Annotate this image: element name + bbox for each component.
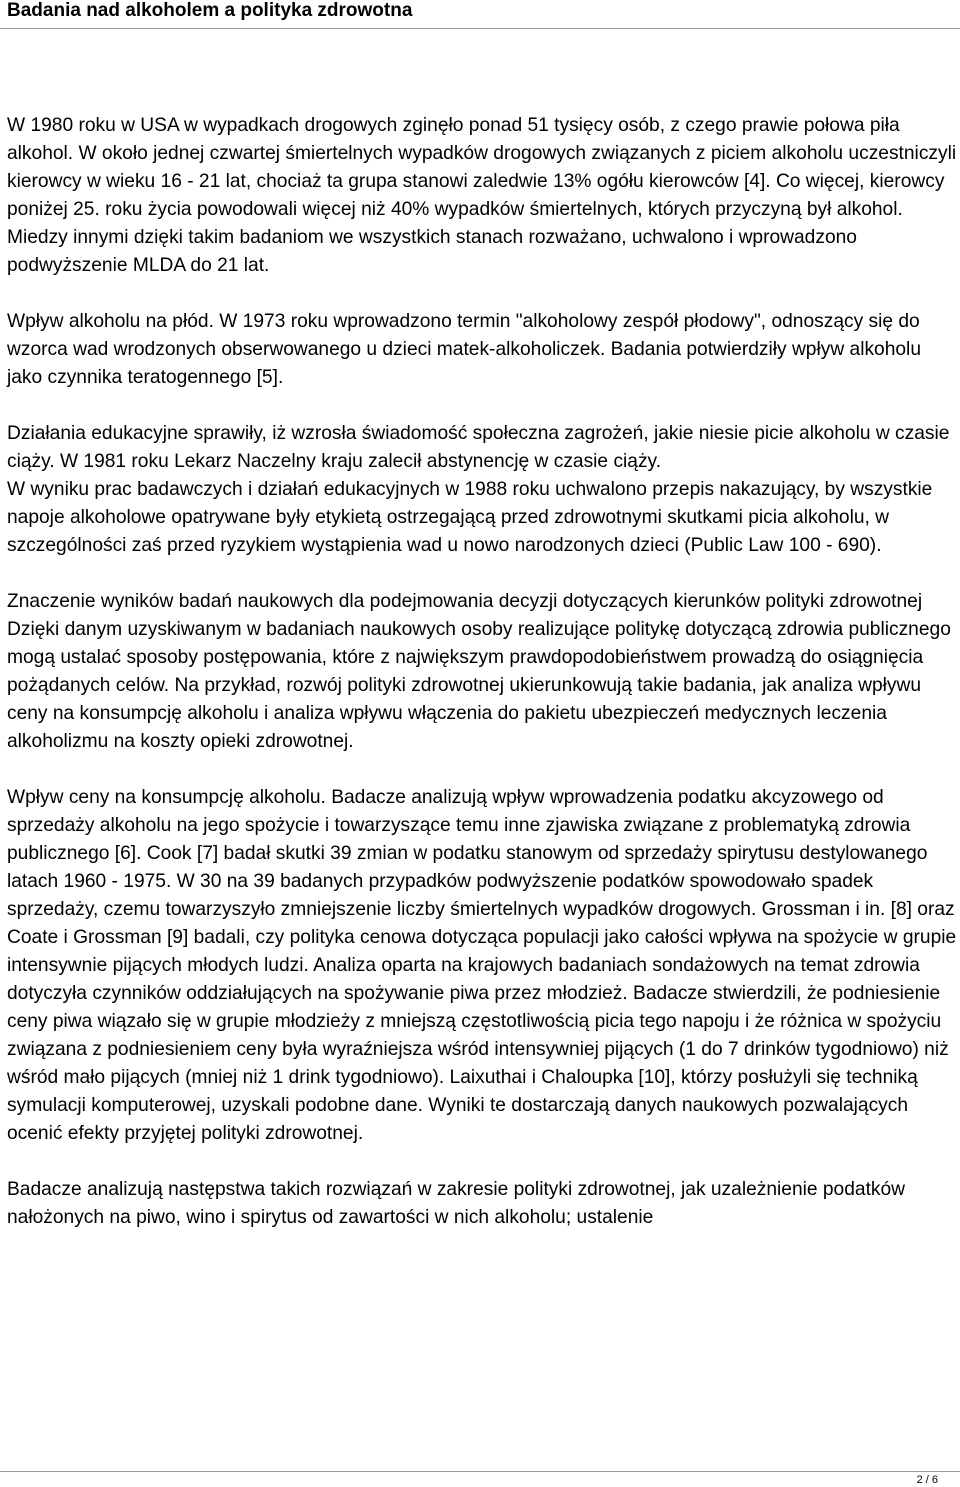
paragraph-research-data: Dzięki danym uzyskiwanym w badaniach naukowych osoby realizujące politykę dotyczącą zdrowia publicznego mogą ustalać sposoby postępowania, które z największym prawdopodobieństwem prowadzą do osiągnięcia pożądanych celów. Na przykład, rozwój polityki zdrowotnej ukierunkowują takie badania, jak analiza wpływu ceny na konsumpcję alkoholu i analiza wpływu włączenia do pakietu ubezpieczeń medycznych leczenia alkoholizmu na koszty opieki zdrowotnej.: [7, 619, 951, 752]
paragraph-traffic-accidents: W 1980 roku w USA w wypadkach drogowych zginęło ponad 51 tysięcy osób, z czego prawie połowa piła alkohol. W około jednej czwartej śmiertelnych wypadków drogowych związanych z piciem alkoholu uczestniczyli kierowcy w wieku 16 - 21 lat, chociaż ta grupa stanowi zaledwie 13% ogółu kierowców [4]. Co więcej, kierowcy poniżej 25. roku życia powodowali więcej niż 40% wypadków śmiertelnych, których przyczyną był alkohol. Miedzy innymi dzięki takim badaniom we wszystkich stanach rozważano, uchwalono i wprowadzono podwyższenie MLDA do 21 lat.: [7, 115, 957, 276]
document-body: [7, 112, 957, 1232]
paragraph-alcohol-fetus: Wpływ alkoholu na płód. W 1973 roku wprowadzono termin "alkoholowy zespół płodowy", odnoszący się do wzorca wad wrodzonych obserwowanego u dzieci matek-alkoholiczek. Badania potwierdziły wpływ alkoholu jako czynnika teratogennego [5].: [7, 311, 921, 388]
footer-divider: [0, 1471, 960, 1472]
section-heading-research-policy: Znaczenie wyników badań naukowych dla podejmowania decyzji dotyczących kierunków polityki zdrowotnej: [7, 591, 923, 612]
header-divider: [0, 28, 960, 29]
paragraph-warning-labels: W wyniku prac badawczych i działań edukacyjnych w 1988 roku uchwalono przepis nakazujący, by wszystkie napoje alkoholowe opatrywane były etykietą ostrzegającą przed zdrowotnymi skutkami picia alkoholu, w szczególności zaś przed ryzykiem wystąpienia wad u nowo narodzonych dzieci (Public Law 100 - 690).: [7, 479, 933, 556]
document-title: Badania nad alkoholem a polityka zdrowotna: [7, 0, 413, 21]
paragraph-price-consumption: Wpływ ceny na konsumpcję alkoholu. Badacze analizują wpływ wprowadzenia podatku akcyzowego od sprzedaży alkoholu na jego spożycie i towarzyszące temu inne zjawiska związane z problematyką zdrowia publicznego [6]. Cook [7] badał skutki 39 zmian w podatku stanowym od sprzedaży spirytusu destylowanego latach 1960 - 1975. W 30 na 39 badanych przypadków podwyższenie podatków spowodowało spadek sprzedaży, czemu towarzyszyło zmniejszenie liczby śmiertelnych wypadków drogowych. Grossman i in. [8] oraz Coate i Grossman [9] badali, czy polityka cenowa dotycząca populacji jako całości wpływa na spożycie w grupie intensywnie pijących młodych ludzi. Analiza oparta na krajowych badaniach sondażowych na temat zdrowia dotyczyła czynników oddziałujących na spożywanie piwa przez młodzież. Badacze stwierdzili, że podniesienie ceny piwa wiązało się w grupie młodzieży z mniejszą częstotliwością picia tego napoju i że różnica w spożyciu związana z podniesieniem ceny była wyraźniejsza wśród intensywniej pijących (1 do 7 drinków tygodniowo) niż wśród mało pijących (mniej niż 1 drink tygodniowo). Laixuthai i Chaloupka [10], którzy posłużyli się techniką symulacji komputerowej, uzyskali podobne dane. Wyniki te dostarczają danych naukowych pozwalających ocenić efekty przyjętej polityki zdrowotnej.: [7, 787, 957, 1144]
paragraph-education-pregnancy: Działania edukacyjne sprawiły, iż wzrosła świadomość społeczna zagrożeń, jakie niesie picie alkoholu w czasie ciąży. W 1981 roku Lekarz Naczelny kraju zalecił abstynencję w czasie ciąży.: [7, 423, 950, 472]
paragraph-tax-policy: Badacze analizują następstwa takich rozwiązań w zakresie polityki zdrowotnej, jak uzależnienie podatków nałożonych na piwo, wino i spirytus od zawartości w nich alkoholu; ustalenie: [7, 1179, 906, 1228]
page-number: 2 / 6: [916, 1474, 938, 1486]
